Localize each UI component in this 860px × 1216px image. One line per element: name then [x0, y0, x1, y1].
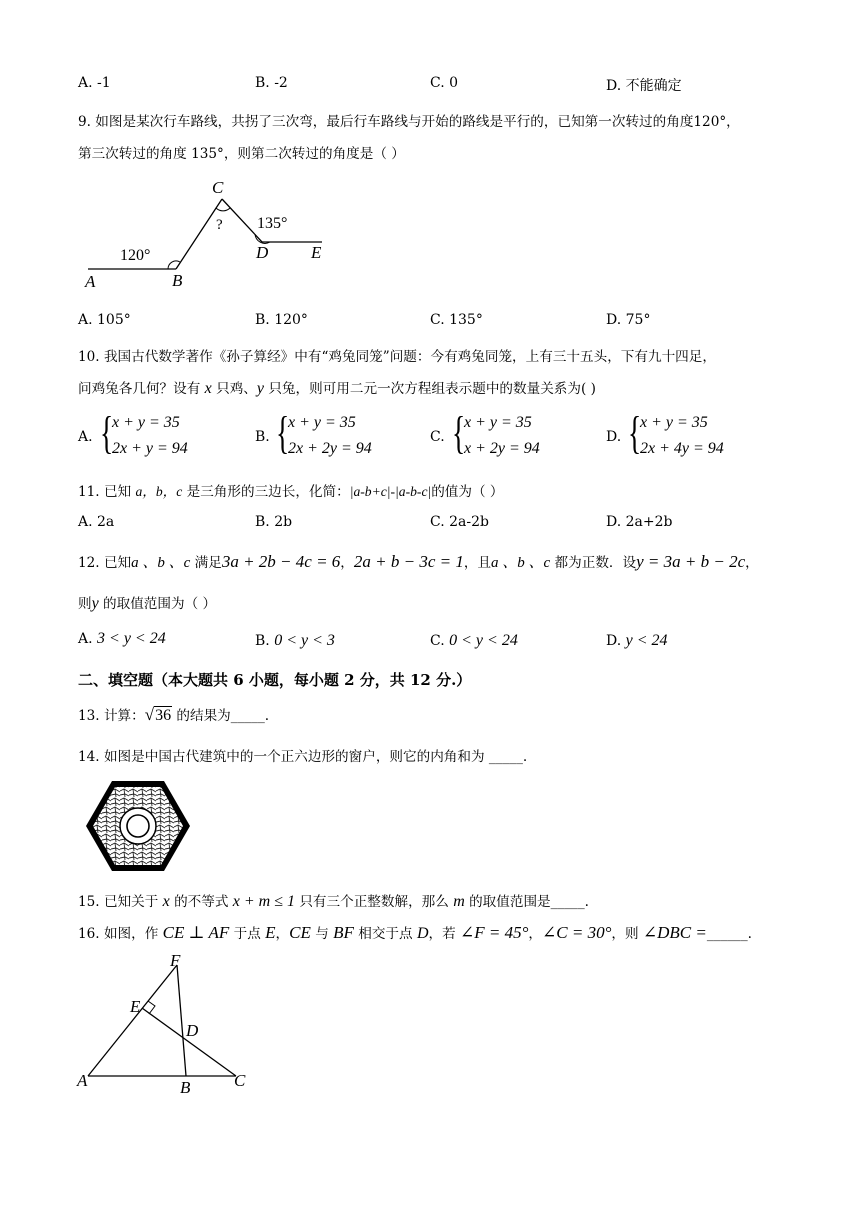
q16-label-c: C — [234, 1071, 246, 1090]
q8-option-a: A. -1 — [78, 75, 111, 91]
q9-label-question: ? — [216, 217, 223, 233]
q11-option-d: D. 2a+2b — [606, 514, 673, 530]
q8-option-b: B. -2 — [255, 75, 288, 91]
q12-stem-line2: 则y 的取值范围为（ ） — [78, 595, 217, 612]
q9-label-e: E — [311, 243, 322, 262]
q12-option-d: D. y < 24 — [606, 632, 668, 649]
q9-label-120: 120° — [120, 247, 151, 264]
q9-label-b: B — [172, 271, 183, 290]
q9-label-c: C — [212, 178, 224, 197]
q16-label-d: D — [186, 1021, 199, 1040]
section-fill-in-heading: 二、填空题（本大题共 6 小题，每小题 2 分，共 12 分.） — [78, 671, 472, 689]
q8-option-c: C. 0 — [430, 75, 459, 91]
q9-stem-line1: 9. 如图是某次行车路线，共拐了三次弯，最后行车路线与开始的路线是平行的，已知第一次转过的角度120°， — [78, 114, 740, 130]
q9-option-a: A. 105° — [78, 312, 131, 328]
q8-option-d: D. 不能确定 — [606, 78, 682, 94]
q16-label-f: F — [170, 952, 181, 970]
q16-label-b: B — [180, 1078, 191, 1097]
q9-label-135: 135° — [257, 215, 288, 232]
q9-label-d: D — [256, 243, 269, 262]
q15-stem: 15. 已知关于 x 的不等式 x + m ≤ 1 只有三个正整数解，那么 m 的取值范围是_____. — [78, 893, 589, 910]
q12-option-c: C. 0 < y < 24 — [430, 632, 518, 649]
q9-route-figure — [80, 176, 340, 294]
q10-stem-line2: 问鸡兔各几何？设有 x 只鸡、y 只兔，则可用二元一次方程组表示题中的数量关系为( ) — [78, 380, 596, 397]
q14-hexagon-window-figure — [84, 779, 192, 873]
q11-stem: 11. 已知 a，b，c 是三角形的三边长，化简：|a-b+c|-|a-b-c|的值为（ ） — [78, 484, 504, 500]
q12-option-a: A. 3 < y < 24 — [78, 630, 166, 647]
q9-stem-line2: 第三次转过的角度 135°，则第二次转过的角度是（ ） — [78, 146, 405, 162]
q16-label-e: E — [130, 997, 141, 1016]
q16-stem: 16. 如图，作 CE ⊥ AF 于点 E，CE 与 BF 相交于点 D，若 ∠F = 45°，∠C = 30°，则 ∠DBC =______. — [78, 923, 752, 942]
q10-stem-line1: 10. 我国古代数学著作《孙子算经》中有“鸡兔同笼”问题：今有鸡兔同笼，上有三十五头，下有九十四足， — [78, 349, 716, 365]
q9-label-a: A — [85, 272, 96, 291]
q9-option-d: D. 75° — [606, 312, 651, 328]
q16-label-a: A — [77, 1071, 88, 1090]
q12-option-b: B. 0 < y < 3 — [255, 632, 335, 649]
q16-triangle-figure — [74, 952, 254, 1098]
q12-stem-line1: 12. 已知a 、b 、c 满足3a + 2b − 4c = 6，2a + b − 3c = 1，且a 、b 、c 都为正数．设y = 3a + b − 2c， — [78, 552, 759, 571]
q11-option-a: A. 2a — [78, 514, 115, 530]
q11-option-c: C. 2a-2b — [430, 514, 489, 530]
q13-stem: 13. 计算：√36 的结果为_____. — [78, 705, 270, 724]
q9-option-c: C. 135° — [430, 312, 483, 328]
q9-option-b: B. 120° — [255, 312, 308, 328]
q11-option-b: B. 2b — [255, 514, 293, 530]
q14-stem: 14. 如图是中国古代建筑中的一个正六边形的窗户，则它的内角和为 _____. — [78, 749, 528, 765]
